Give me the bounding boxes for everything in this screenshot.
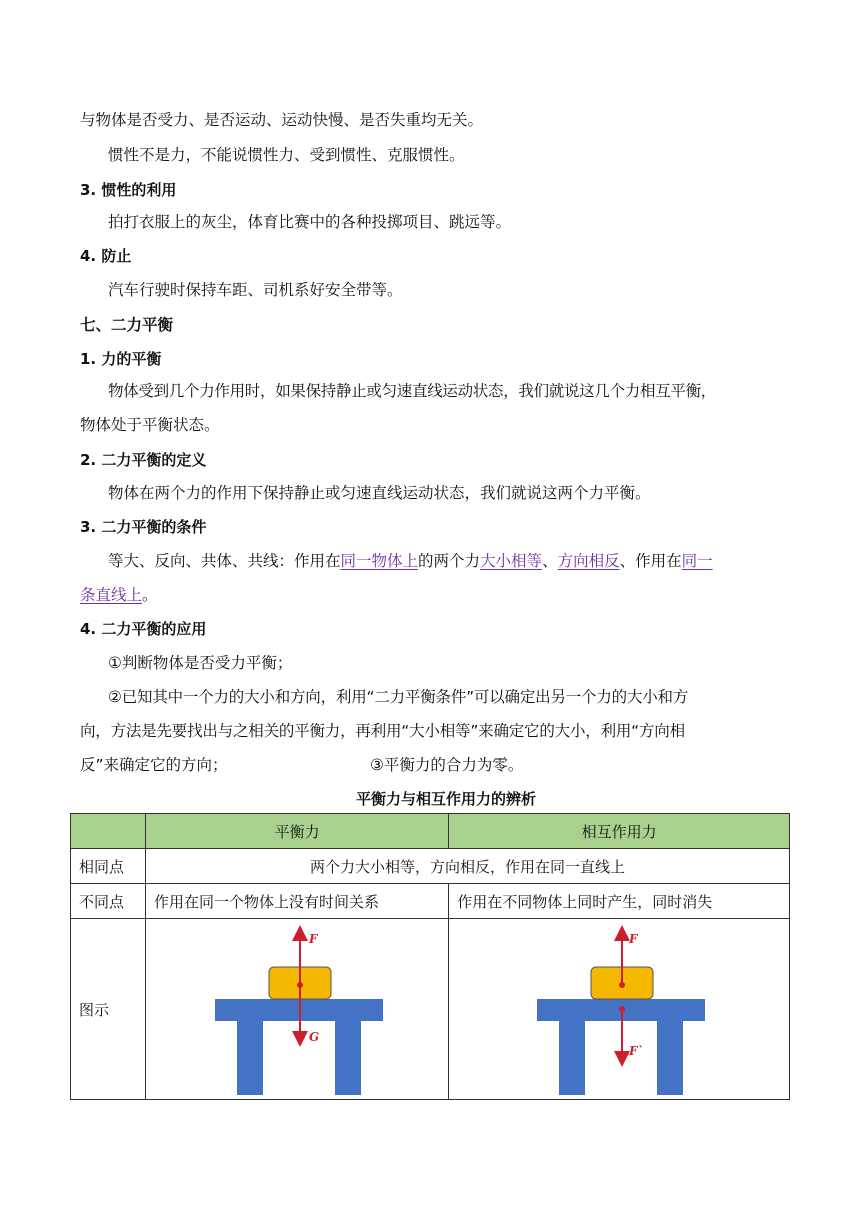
paragraph-inertia-independence: 与物体是否受力、是否运动、运动快慢、是否失重均无关。 xyxy=(80,111,484,129)
balanced-force-diagram xyxy=(207,923,387,1095)
force-origin-dot xyxy=(297,982,303,988)
table-leg-left xyxy=(237,1019,263,1095)
table-title: 平衡力与相互作用力的辨析 xyxy=(355,790,536,808)
paragraph-inertia-not-force: 惯性不是力，不能说惯性力、受到惯性、克服惯性。 xyxy=(108,146,465,164)
label-force-F: F xyxy=(309,932,318,946)
heading-prevention: 4. 防止 xyxy=(80,247,132,265)
paragraph-prevention: 汽车行驶时保持车距、司机系好安全带等。 xyxy=(108,281,403,299)
cell-diagram-balanced xyxy=(146,919,449,1100)
cell-differences-interaction: 作用在不同物体上同时产生，同时消失 xyxy=(449,884,790,919)
keyword-same-line-part2: 条直线上 xyxy=(80,586,143,604)
comparison-table xyxy=(70,813,790,1100)
interaction-force-diagram xyxy=(529,923,709,1095)
label-force-F: F xyxy=(629,932,638,946)
keyword-equal-magnitude: 大小相等 xyxy=(480,552,543,570)
cell-diagram-interaction xyxy=(449,919,790,1100)
label-force-G: G xyxy=(309,1030,320,1044)
table-row-diagrams xyxy=(71,919,790,1100)
paragraph-application-2c: 反”来确定它的方向； xyxy=(80,756,228,774)
heading-definition: 2. 二力平衡的定义 xyxy=(80,451,207,469)
paragraph-application-2a: ②已知其中一个力的大小和方向，利用“二力平衡条件”可以确定出另一个力的大小和方 xyxy=(108,688,689,706)
section-title-two-force-balance: 七、二力平衡 xyxy=(80,316,174,334)
table-leg-right xyxy=(335,1019,361,1095)
header-empty-cell xyxy=(71,814,146,849)
keyword-same-line-part1: 同一 xyxy=(681,552,713,570)
cell-similarities: 两个力大小相等，方向相反，作用在同一直线上 xyxy=(146,849,790,884)
conditions-end: 。 xyxy=(142,586,158,604)
header-interaction-force: 相互作用力 xyxy=(449,814,790,849)
row-label-diagrams: 图示 xyxy=(71,919,146,1100)
paragraph-application-3: ③平衡力的合力为零。 xyxy=(370,756,524,774)
paragraph-force-balance-1: 物体受到几个力作用时，如果保持静止或匀速直线运动状态，我们就说这几个力相互平衡， xyxy=(108,382,717,400)
paragraph-force-balance-2: 物体处于平衡状态。 xyxy=(80,416,220,434)
table-header-row xyxy=(71,814,790,849)
heading-applications: 4. 二力平衡的应用 xyxy=(80,620,207,638)
row-label-differences: 不同点 xyxy=(71,884,146,919)
paragraph-application-1: ①判断物体是否受力平衡； xyxy=(108,654,293,672)
force-origin-dot-block xyxy=(619,982,625,988)
paragraph-inertia-use: 拍打衣服上的灰尘，体育比赛中的各种投掷项目、跳远等。 xyxy=(108,213,512,231)
conditions-text: 、 xyxy=(542,552,558,570)
heading-conditions: 3. 二力平衡的条件 xyxy=(80,518,207,536)
label-force-F-prime: F` xyxy=(629,1044,644,1058)
keyword-opposite-direction: 方向相反 xyxy=(557,552,620,570)
paragraph-conditions xyxy=(108,551,713,571)
table-leg-right xyxy=(657,1019,683,1095)
cell-differences-balanced: 作用在同一个物体上没有时间关系 xyxy=(146,884,449,919)
table-leg-left xyxy=(559,1019,585,1095)
table-row-similarities xyxy=(71,849,790,884)
keyword-same-body: 同一物体上 xyxy=(340,552,419,570)
conditions-text: 的两个力 xyxy=(418,552,481,570)
conditions-text: 、作用在 xyxy=(619,552,682,570)
row-label-similarities: 相同点 xyxy=(71,849,146,884)
paragraph-conditions-continued xyxy=(80,585,158,605)
force-origin-dot-table xyxy=(619,1006,625,1012)
paragraph-definition: 物体在两个力的作用下保持静止或匀速直线运动状态，我们就说这两个力平衡。 xyxy=(108,484,651,502)
heading-inertia-use: 3. 惯性的利用 xyxy=(80,181,177,199)
paragraph-application-2b: 向，方法是先要找出与之相关的平衡力，再利用“大小相等”来确定它的大小，利用“方向相 xyxy=(80,722,685,740)
heading-force-balance: 1. 力的平衡 xyxy=(80,350,162,368)
conditions-text: 等大、反向、共体、共线：作用在 xyxy=(108,552,341,570)
table-row-differences xyxy=(71,884,790,919)
header-balanced-force: 平衡力 xyxy=(146,814,449,849)
